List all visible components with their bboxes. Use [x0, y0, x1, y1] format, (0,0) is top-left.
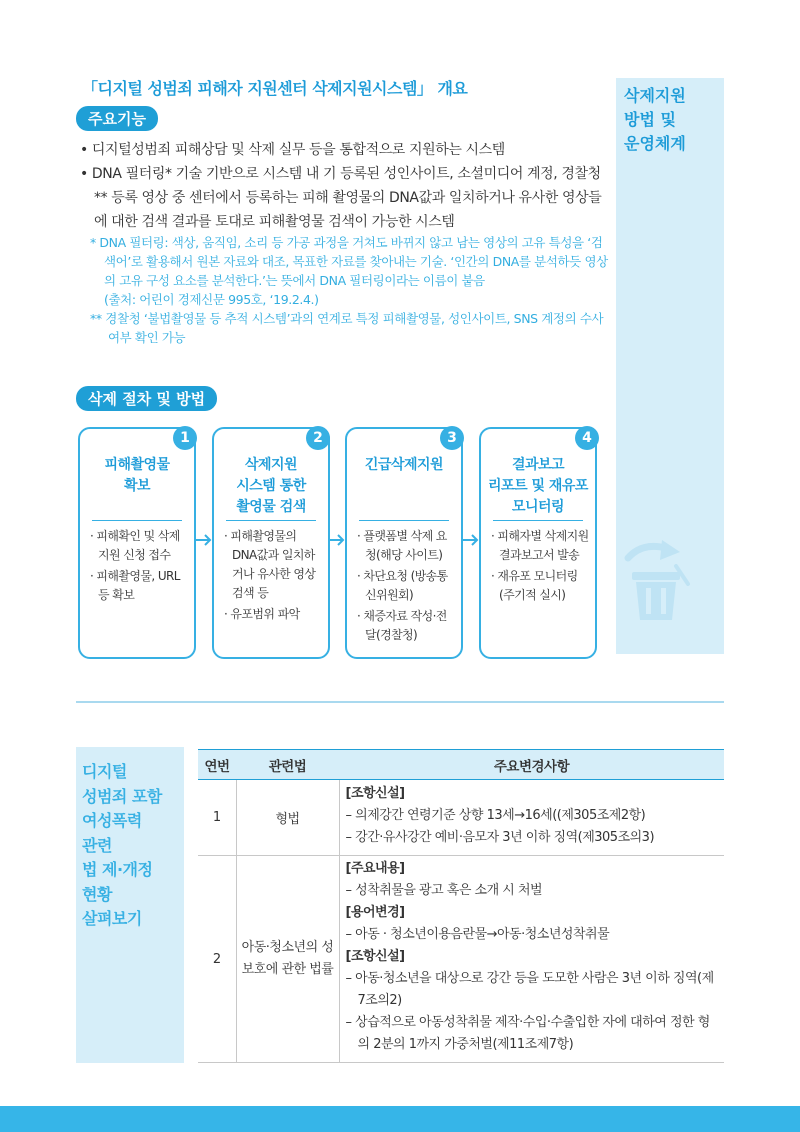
col-header-law: 관련법	[236, 750, 339, 780]
features-label: 주요기능	[76, 106, 158, 131]
col-header-changes: 주요변경사항	[339, 750, 724, 780]
step-items	[224, 527, 322, 626]
col-header-no: 연번	[198, 750, 236, 780]
step-item: · 피해자별 삭제지원 결과보고서 발송	[491, 529, 589, 562]
table-row	[198, 856, 724, 1063]
procedure-label: 삭제 절차 및 방법	[76, 386, 217, 411]
row-changes: [주요내용] – 성착취물을 광고 혹은 소개 시 처벌 [용어변경] – 아동 · 청소년이용음란물→아동·청소년성착취물 [조항신설] – 아동·청소년을 대상으로 강간 등을 도모한 사람은 3년 이하 징역(제7조의2) – 상습적으로 아동성착취물 제작·수입·수출입한 자에 대하여 정한 형의 2분의 1까지 가중처벌(제11조제7항)	[339, 856, 724, 1063]
step-item: · 피해확인 및 삭제지원 신청 접수	[90, 529, 180, 562]
side-panel-top-label: 삭제지원 방법 및 운영체계	[624, 86, 686, 153]
step-title: 긴급삭제지원	[364, 457, 444, 473]
feature-bullet-2: • DNA 필터링* 기술 기반으로 시스템 내 기 등록된 성인사이트, 소셜미디어 계정, 경찰청** 등록 영상 중 센터에서 등록하는 피해 촬영물의 DNA값과 일치하거나 유사한 영상들에 대한 검색 결과를 토대로 피해촬영물 검색이 가능한 시스템	[80, 166, 602, 230]
step-box-1	[78, 427, 196, 659]
footnote-police: ** 경찰청 ‘불법촬영물 등 추적 시스템’과의 연계로 특정 피해촬영물, 성인사이트, SNS 계정의 수사 여부 확인 가능	[90, 311, 604, 345]
arrow-right-icon	[462, 533, 480, 547]
row-law: 아동·청소년의 성보호에 관한 법률	[236, 856, 339, 1063]
footnote-source: (출처: 어린이 경제신문 995호, ‘19.2.4.)	[104, 292, 319, 307]
step-item: · 차단요청 (방송통신위원회)	[357, 569, 448, 602]
footer-bar	[0, 1106, 800, 1132]
step-item: · 재유포 모니터링 (주기적 실시)	[491, 569, 578, 602]
table-header-row	[198, 750, 724, 780]
step-item: · 채증자료 작성·전달(경찰청)	[357, 609, 447, 642]
feature-bullet-1: • 디지털성범죄 피해상담 및 삭제 실무 등을 통합적으로 지원하는 시스템	[80, 142, 505, 158]
side-panel-bottom-label: 디지털 성범죄 포함 여성폭력 관련 법 제·개정 현황 살펴보기	[82, 762, 162, 928]
step-box-4	[479, 427, 597, 659]
step-number-2: 2	[306, 426, 330, 450]
step-items	[90, 527, 188, 607]
step-item: · 피해촬영물의 DNA값과 일치하거나 유사한 영상 검색 등	[224, 529, 316, 600]
step-items	[491, 527, 589, 607]
page-title: 「디지털 성범죄 피해자 지원센터 삭제지원시스템」 개요	[82, 79, 468, 98]
step-title: 피해촬영물 확보	[104, 457, 170, 494]
footnotes	[90, 233, 610, 347]
arrow-right-icon	[328, 533, 346, 547]
step-box-2	[212, 427, 330, 659]
step-items	[357, 527, 455, 647]
step-box-3	[345, 427, 463, 659]
features-bullets	[80, 138, 610, 234]
arrow-right-icon	[195, 533, 213, 547]
row-no: 2	[198, 856, 236, 1063]
row-changes: [조항신설] – 의제강간 연령기준 상향 13세→16세((제305조제2항) – 강간·유사강간 예비·음모자 3년 이하 징역(제305조의3)	[339, 780, 724, 856]
step-title: 삭제지원 시스템 통한 촬영물 검색	[236, 457, 306, 515]
step-item: · 플랫폼별 삭제 요청(해당 사이트)	[357, 529, 447, 562]
law-table	[198, 749, 724, 1063]
step-item: · 피해촬영물, URL 등 확보	[90, 569, 180, 602]
row-law: 형법	[236, 780, 339, 856]
section-divider	[76, 701, 724, 703]
table-row	[198, 780, 724, 856]
trash-delete-icon	[622, 540, 692, 622]
footnote-dna: * DNA 필터링: 색상, 움직임, 소리 등 가공 과정을 거쳐도 바뀌지 않고 남는 영상의 고유 특성을 ‘검색어’로 활용해서 원본 자료와 대조, 목표한 자료를 찾아내는 기술. ‘인간의 DNA를 분석하듯 영상의 고유 구성 요소를 분석한다.’는 뜻에서 DNA 필터링이라는 이름이 붙음	[90, 235, 608, 288]
row-no: 1	[198, 780, 236, 856]
step-number-4: 4	[575, 426, 599, 450]
step-title: 결과보고 리포트 및 재유포 모니터링	[488, 457, 588, 515]
step-number-3: 3	[440, 426, 464, 450]
step-item: · 유포범위 파악	[224, 607, 300, 621]
step-number-1: 1	[173, 426, 197, 450]
